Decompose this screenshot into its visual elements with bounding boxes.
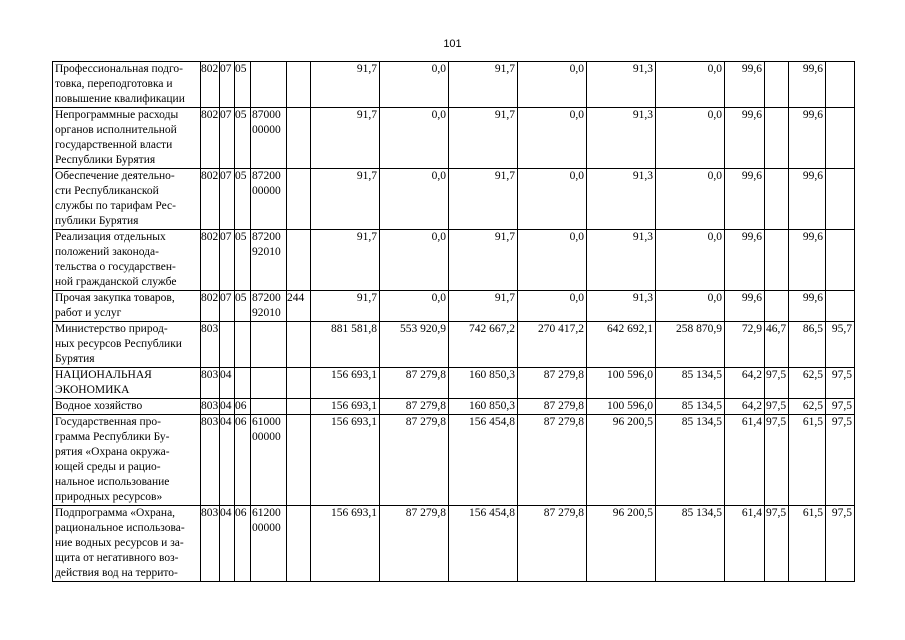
value-5: 96 200,5 bbox=[587, 506, 656, 582]
percent-2: 97,5 bbox=[765, 399, 789, 415]
value-6: 0,0 bbox=[656, 169, 725, 230]
target-article-code: 61000 00000 bbox=[251, 415, 287, 506]
table-row bbox=[53, 322, 855, 368]
target-article-code: 61200 00000 bbox=[251, 506, 287, 582]
subsection-code: 06 bbox=[235, 415, 251, 506]
subsection-code: 05 bbox=[235, 230, 251, 291]
table-row bbox=[53, 108, 855, 169]
value-6: 85 134,5 bbox=[656, 399, 725, 415]
section-code: 04 bbox=[220, 368, 235, 399]
percent-3: 86,5 bbox=[789, 322, 826, 368]
value-6: 85 134,5 bbox=[656, 506, 725, 582]
percent-1: 64,2 bbox=[725, 399, 765, 415]
percent-2 bbox=[765, 169, 789, 230]
value-1: 156 693,1 bbox=[311, 415, 380, 506]
subsection-code: 05 bbox=[235, 108, 251, 169]
percent-3: 62,5 bbox=[789, 368, 826, 399]
page-number: 101 bbox=[443, 38, 462, 50]
row-name: НАЦИОНАЛЬНАЯ ЭКОНОМИКА bbox=[53, 368, 201, 399]
value-2: 0,0 bbox=[380, 230, 449, 291]
row-name: Государственная про- грамма Республики Бу- рятия «Охрана окружа- ющей среды и рацио- нальное использование природных ресурсов» bbox=[53, 415, 201, 506]
value-3: 742 667,2 bbox=[449, 322, 518, 368]
percent-4 bbox=[826, 169, 855, 230]
value-6: 0,0 bbox=[656, 230, 725, 291]
expense-type-code bbox=[287, 62, 311, 108]
percent-1: 99,6 bbox=[725, 62, 765, 108]
value-5: 642 692,1 bbox=[587, 322, 656, 368]
section-code: 07 bbox=[220, 291, 235, 322]
percent-3: 99,6 bbox=[789, 108, 826, 169]
target-article-code bbox=[251, 322, 287, 368]
target-article-code: 87000 00000 bbox=[251, 108, 287, 169]
value-3: 160 850,3 bbox=[449, 399, 518, 415]
expense-type-code: 244 bbox=[287, 291, 311, 322]
percent-1: 99,6 bbox=[725, 291, 765, 322]
value-3: 91,7 bbox=[449, 62, 518, 108]
value-5: 100 596,0 bbox=[587, 368, 656, 399]
row-name: Обеспечение деятельно- сти Республиканской службы по тарифам Рес- публики Бурятия bbox=[53, 169, 201, 230]
percent-2: 97,5 bbox=[765, 368, 789, 399]
target-article-code: 87200 92010 bbox=[251, 291, 287, 322]
value-4: 0,0 bbox=[518, 62, 587, 108]
value-2: 87 279,8 bbox=[380, 415, 449, 506]
percent-4: 97,5 bbox=[826, 506, 855, 582]
value-1: 91,7 bbox=[311, 230, 380, 291]
value-2: 87 279,8 bbox=[380, 506, 449, 582]
expense-type-code bbox=[287, 368, 311, 399]
grbs-code: 803 bbox=[201, 399, 220, 415]
value-4: 270 417,2 bbox=[518, 322, 587, 368]
value-1: 91,7 bbox=[311, 108, 380, 169]
table-row bbox=[53, 291, 855, 322]
value-6: 258 870,9 bbox=[656, 322, 725, 368]
value-2: 0,0 bbox=[380, 169, 449, 230]
value-1: 881 581,8 bbox=[311, 322, 380, 368]
percent-2 bbox=[765, 108, 789, 169]
value-5: 91,3 bbox=[587, 291, 656, 322]
table-row bbox=[53, 399, 855, 415]
percent-2: 97,5 bbox=[765, 506, 789, 582]
value-4: 0,0 bbox=[518, 230, 587, 291]
value-6: 0,0 bbox=[656, 291, 725, 322]
subsection-code bbox=[235, 368, 251, 399]
table-row bbox=[53, 230, 855, 291]
value-5: 91,3 bbox=[587, 230, 656, 291]
expense-type-code bbox=[287, 108, 311, 169]
target-article-code: 87200 92010 bbox=[251, 230, 287, 291]
percent-4: 95,7 bbox=[826, 322, 855, 368]
expense-type-code bbox=[287, 415, 311, 506]
row-name: Подпрограмма «Охрана, рациональное использова- ние водных ресурсов и за- щита от негативного воз- действия вод на террито- bbox=[53, 506, 201, 582]
grbs-code: 803 bbox=[201, 368, 220, 399]
value-1: 156 693,1 bbox=[311, 399, 380, 415]
percent-3: 99,6 bbox=[789, 291, 826, 322]
table-row bbox=[53, 169, 855, 230]
row-name: Непрограммные расходы органов исполнительной государственной власти Республики Бурятия bbox=[53, 108, 201, 169]
percent-3: 61,5 bbox=[789, 506, 826, 582]
percent-1: 61,4 bbox=[725, 506, 765, 582]
percent-3: 99,6 bbox=[789, 62, 826, 108]
value-1: 91,7 bbox=[311, 169, 380, 230]
value-2: 0,0 bbox=[380, 108, 449, 169]
percent-1: 64,2 bbox=[725, 368, 765, 399]
grbs-code: 802 bbox=[201, 108, 220, 169]
subsection-code: 05 bbox=[235, 169, 251, 230]
percent-4 bbox=[826, 62, 855, 108]
row-name: Министерство природ- ных ресурсов Республики Бурятия bbox=[53, 322, 201, 368]
value-3: 91,7 bbox=[449, 169, 518, 230]
target-article-code: 87200 00000 bbox=[251, 169, 287, 230]
value-4: 87 279,8 bbox=[518, 506, 587, 582]
value-5: 96 200,5 bbox=[587, 415, 656, 506]
section-code: 07 bbox=[220, 62, 235, 108]
value-5: 91,3 bbox=[587, 108, 656, 169]
value-5: 91,3 bbox=[587, 169, 656, 230]
grbs-code: 802 bbox=[201, 62, 220, 108]
value-2: 0,0 bbox=[380, 291, 449, 322]
value-3: 156 454,8 bbox=[449, 415, 518, 506]
grbs-code: 803 bbox=[201, 415, 220, 506]
table-row bbox=[53, 506, 855, 582]
target-article-code bbox=[251, 399, 287, 415]
row-name: Профессиональная подго- товка, переподготовка и повышение квалификации bbox=[53, 62, 201, 108]
percent-3: 99,6 bbox=[789, 230, 826, 291]
value-1: 156 693,1 bbox=[311, 506, 380, 582]
expense-type-code bbox=[287, 169, 311, 230]
value-1: 156 693,1 bbox=[311, 368, 380, 399]
row-name: Реализация отдельных положений законода- тельства о государствен- ной гражданской службе bbox=[53, 230, 201, 291]
percent-1: 72,9 bbox=[725, 322, 765, 368]
subsection-code: 06 bbox=[235, 399, 251, 415]
percent-2 bbox=[765, 230, 789, 291]
target-article-code bbox=[251, 368, 287, 399]
grbs-code: 802 bbox=[201, 169, 220, 230]
row-name: Водное хозяйство bbox=[53, 399, 201, 415]
value-3: 91,7 bbox=[449, 108, 518, 169]
percent-4 bbox=[826, 291, 855, 322]
budget-table bbox=[52, 61, 855, 582]
value-4: 87 279,8 bbox=[518, 368, 587, 399]
value-2: 87 279,8 bbox=[380, 368, 449, 399]
grbs-code: 803 bbox=[201, 506, 220, 582]
table-row bbox=[53, 62, 855, 108]
value-3: 160 850,3 bbox=[449, 368, 518, 399]
value-4: 0,0 bbox=[518, 108, 587, 169]
section-code: 04 bbox=[220, 415, 235, 506]
section-code: 07 bbox=[220, 108, 235, 169]
section-code bbox=[220, 322, 235, 368]
percent-3: 61,5 bbox=[789, 415, 826, 506]
target-article-code bbox=[251, 62, 287, 108]
value-3: 91,7 bbox=[449, 291, 518, 322]
percent-3: 62,5 bbox=[789, 399, 826, 415]
table-row bbox=[53, 368, 855, 399]
value-5: 100 596,0 bbox=[587, 399, 656, 415]
value-6: 85 134,5 bbox=[656, 415, 725, 506]
subsection-code: 05 bbox=[235, 291, 251, 322]
section-code: 07 bbox=[220, 230, 235, 291]
percent-2: 97,5 bbox=[765, 415, 789, 506]
percent-4 bbox=[826, 108, 855, 169]
percent-2 bbox=[765, 291, 789, 322]
table-row bbox=[53, 415, 855, 506]
value-3: 156 454,8 bbox=[449, 506, 518, 582]
table-body bbox=[53, 62, 855, 582]
section-code: 04 bbox=[220, 399, 235, 415]
grbs-code: 802 bbox=[201, 230, 220, 291]
value-1: 91,7 bbox=[311, 62, 380, 108]
subsection-code: 06 bbox=[235, 506, 251, 582]
value-2: 87 279,8 bbox=[380, 399, 449, 415]
value-1: 91,7 bbox=[311, 291, 380, 322]
subsection-code bbox=[235, 322, 251, 368]
value-4: 0,0 bbox=[518, 291, 587, 322]
percent-1: 61,4 bbox=[725, 415, 765, 506]
row-name: Прочая закупка товаров, работ и услуг bbox=[53, 291, 201, 322]
value-2: 553 920,9 bbox=[380, 322, 449, 368]
expense-type-code bbox=[287, 399, 311, 415]
grbs-code: 802 bbox=[201, 291, 220, 322]
percent-2 bbox=[765, 62, 789, 108]
value-2: 0,0 bbox=[380, 62, 449, 108]
value-4: 87 279,8 bbox=[518, 399, 587, 415]
section-code: 07 bbox=[220, 169, 235, 230]
subsection-code: 05 bbox=[235, 62, 251, 108]
percent-4: 97,5 bbox=[826, 399, 855, 415]
percent-4: 97,5 bbox=[826, 368, 855, 399]
expense-type-code bbox=[287, 322, 311, 368]
value-5: 91,3 bbox=[587, 62, 656, 108]
value-6: 0,0 bbox=[656, 108, 725, 169]
value-4: 87 279,8 bbox=[518, 415, 587, 506]
grbs-code: 803 bbox=[201, 322, 220, 368]
section-code: 04 bbox=[220, 506, 235, 582]
percent-4 bbox=[826, 230, 855, 291]
percent-1: 99,6 bbox=[725, 169, 765, 230]
percent-1: 99,6 bbox=[725, 230, 765, 291]
percent-1: 99,6 bbox=[725, 108, 765, 169]
value-6: 85 134,5 bbox=[656, 368, 725, 399]
percent-3: 99,6 bbox=[789, 169, 826, 230]
value-4: 0,0 bbox=[518, 169, 587, 230]
value-3: 91,7 bbox=[449, 230, 518, 291]
percent-2: 46,7 bbox=[765, 322, 789, 368]
expense-type-code bbox=[287, 230, 311, 291]
percent-4: 97,5 bbox=[826, 415, 855, 506]
expense-type-code bbox=[287, 506, 311, 582]
value-6: 0,0 bbox=[656, 62, 725, 108]
